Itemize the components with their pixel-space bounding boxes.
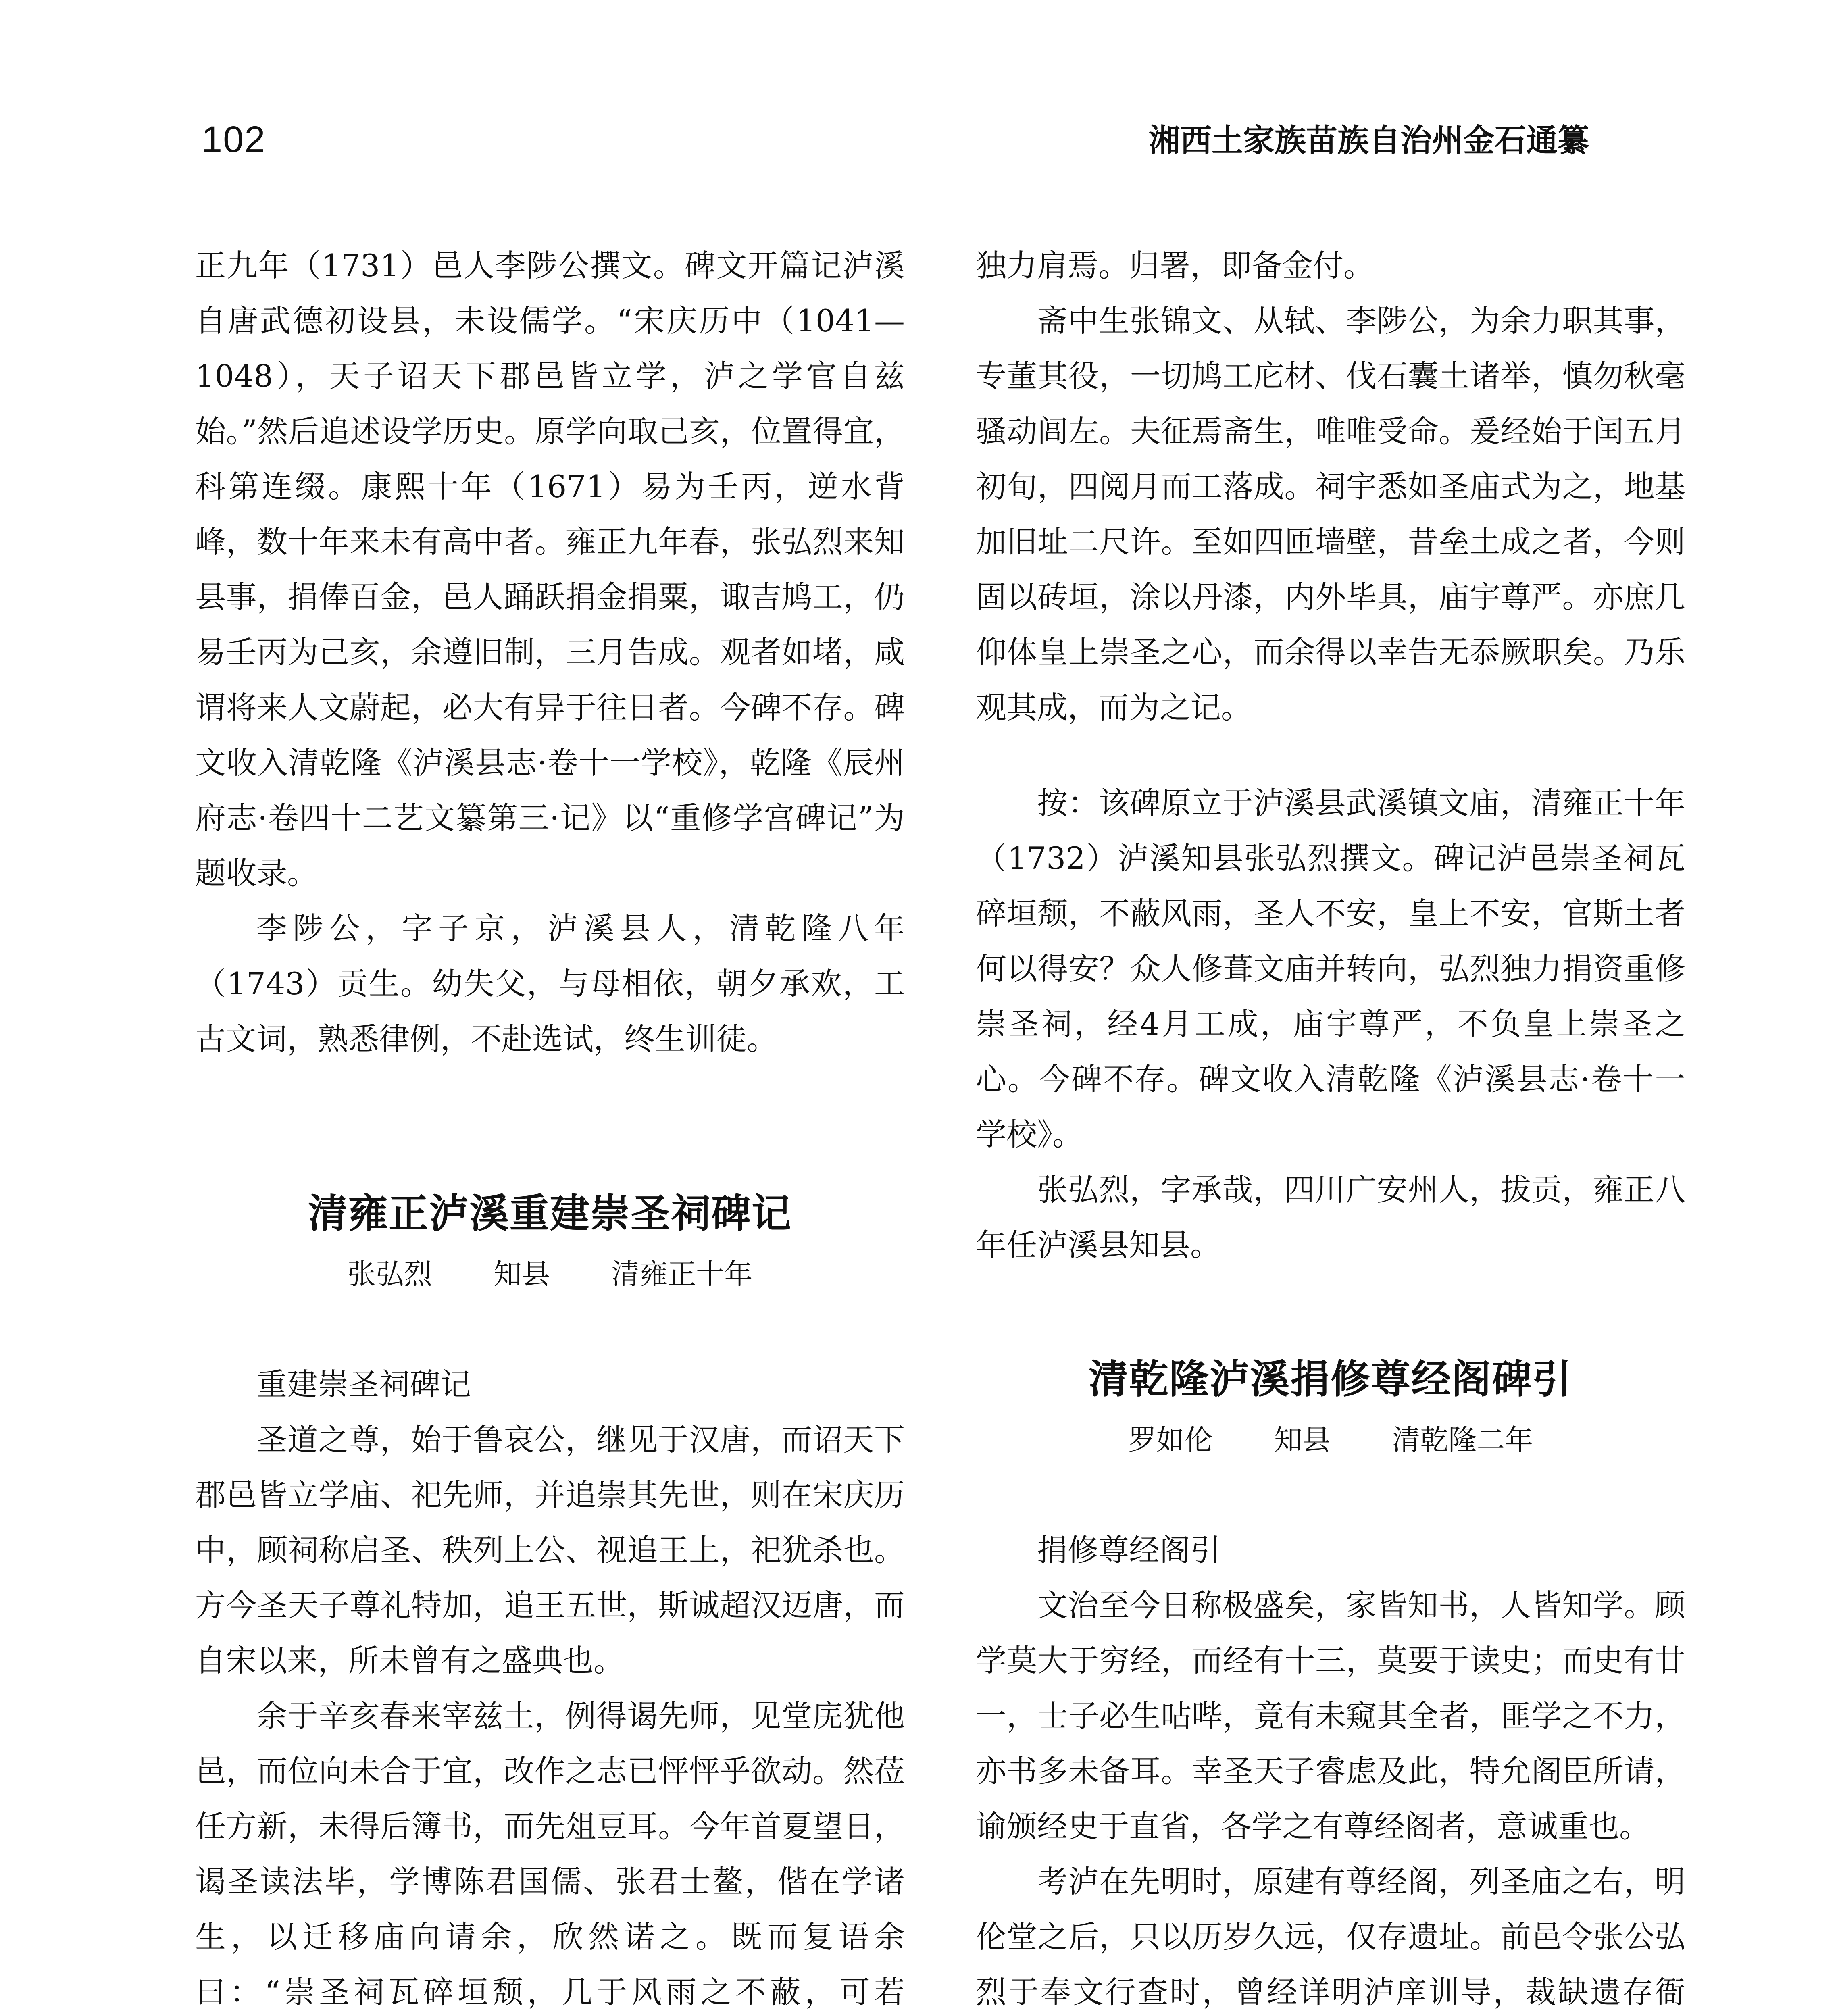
- spacer: [195, 1066, 905, 1187]
- note-paragraph: 张弘烈，字承哉，四川广安州人，拔贡，雍正八年任泸溪县知县。: [976, 1172, 1685, 1263]
- byline-author: 张弘烈: [347, 1258, 432, 1291]
- byline-author: 罗如伦: [1128, 1423, 1213, 1456]
- article-subtitle: 捐修尊经阁引: [1037, 1532, 1221, 1568]
- spacer: [195, 1296, 905, 1357]
- spacer: [976, 1462, 1685, 1522]
- article-paragraph: 余于辛亥春来宰兹土，例得谒先师，见堂庑犹他邑，而位向未合于宜，改作之志已怦怦乎欲动。然莅任方新，未得后簿书，而先俎豆耳。今年首夏望日，谒圣读法毕，学博陈君国儒、张君士鳌，偕在学诸生，以迁移庙向请余，欣然诺之。既而复语余曰：“崇圣祠瓦碎垣颓，几于风雨之不蔽，可若: [195, 1698, 905, 2010]
- left-column: [195, 238, 905, 2016]
- right-column: [976, 238, 1685, 2016]
- book-title: 湘西土家族苗族自治州金石通纂: [1148, 123, 1589, 159]
- byline-era: 清雍正十年: [611, 1258, 753, 1291]
- article-paragraph: 圣道之尊，始于鲁哀公，继见于汉唐，而诏天下郡邑皆立学庙、祀先师，并追崇其先世，则在宋庆历中，顾祠称启圣、秩列上公、视追王上，祀犹杀也。方今圣天子尊礼特加，追王五世，斯诚超汉迈唐，而自宋以来，所未曾有之盛典也。: [195, 1422, 905, 1679]
- article-paragraph: 文治至今日称极盛矣，家皆知书，人皆知学。顾学莫大于穷经，而经有十三，莫要于读史；而史有廿一，士子必生呫哔，竟有未窥其全者，匪学之不力，亦书多未备耳。幸圣天子睿虑及此，特允阁臣所请，谕颁经史于直省，各学之有尊经阁者，意诚重也。: [976, 1587, 1685, 1844]
- article-paragraph: 考泸在先明时，原建有尊经阁，列圣庙之右，明伦堂之后，只以历岁久远，仅存遗址。前邑令张公弘烈于奉文行查时，曾经详明泸庠训导，裁缺遗存衙: [976, 1864, 1685, 2010]
- byline-role: 知县: [494, 1258, 550, 1291]
- article-title: 清乾隆泸溪捐修尊经阁碑引: [1088, 1356, 1572, 1402]
- byline-role: 知县: [1274, 1423, 1331, 1456]
- intro-paragraph: 李陟公，字子京，泸溪县人，清乾隆八年（1743）贡生。幼失父，与母相依，朝夕承欢，工古文词，熟悉律例，不赴选试，终生训徒。: [195, 910, 905, 1057]
- note-paragraph: 按：该碑原立于泸溪县武溪镇文庙，清雍正十年（1732）泸溪知县张弘烈撰文。碑记泸邑崇圣祠瓦碎垣颓，不蔽风雨，圣人不安，皇上不安，官斯土者何以得安？众人修葺文庙并转向，弘烈独力捐资重修崇圣祠，经4月工成，庙宇尊严，不负皇上崇圣之心。今碑不存。碑文收入清乾隆《泸溪县志·卷十一学校》。: [976, 785, 1685, 1152]
- intro-paragraph: 正九年（1731）邑人李陟公撰文。碑文开篇记泸溪自唐武德初设县，未设儒学。“宋庆历中（1041—1048），天子诏天下郡邑皆立学，泸之学官自兹始。”然后追述设学历史。原学向取己亥，位置得宜，科第连缀。康熙十年（1671）易为壬丙，逆水背峰，数十年来未有高中者。雍正九年春，张弘烈来知县事，捐俸百金，邑人踊跃捐金捐粟，诹吉鸠工，仍易壬丙为己亥，余遵旧制，三月告成。观者如堵，咸谓将来人文蔚起，必大有异于往日者。今碑不存。碑文收入清乾隆《泸溪县志·卷十一学校》，乾隆《辰州府志·卷四十二艺文纂第三·记》以“重修学宫碑记”为题收录。: [195, 248, 905, 891]
- article-title: 清雍正泸溪重建崇圣祠碑记: [308, 1191, 792, 1237]
- article-byline: [195, 1252, 905, 1296]
- spacer: [976, 735, 1685, 775]
- continuation-paragraph: 斋中生张锦文、从轼、李陟公，为余力职其事，专董其役，一切鸠工庀材、伐石囊土诸举，慎勿秋毫骚动闾左。夫征焉斋生，唯唯受命。爰经始于闰五月初旬，四阅月而工落成。祠宇悉如圣庙式为之，地基加旧址二尺许。至如四匝墙壁，昔垒土成之者，今则固以砖垣，涂以丹漆，内外毕具，庙宇尊严。亦庶几仰体皇上崇圣之心，而余得以幸告无忝厥职矣。乃乐观其成，而为之记。: [976, 303, 1685, 725]
- article-byline: [976, 1418, 1685, 1462]
- page-header: [0, 0, 1839, 202]
- byline-era: 清乾隆二年: [1392, 1423, 1533, 1456]
- page-number: 102: [202, 119, 266, 160]
- continuation-paragraph: 独力肩焉。归署，即备金付。: [976, 248, 1374, 283]
- article-subtitle: 重建崇圣祠碑记: [256, 1366, 471, 1402]
- spacer: [976, 1272, 1685, 1353]
